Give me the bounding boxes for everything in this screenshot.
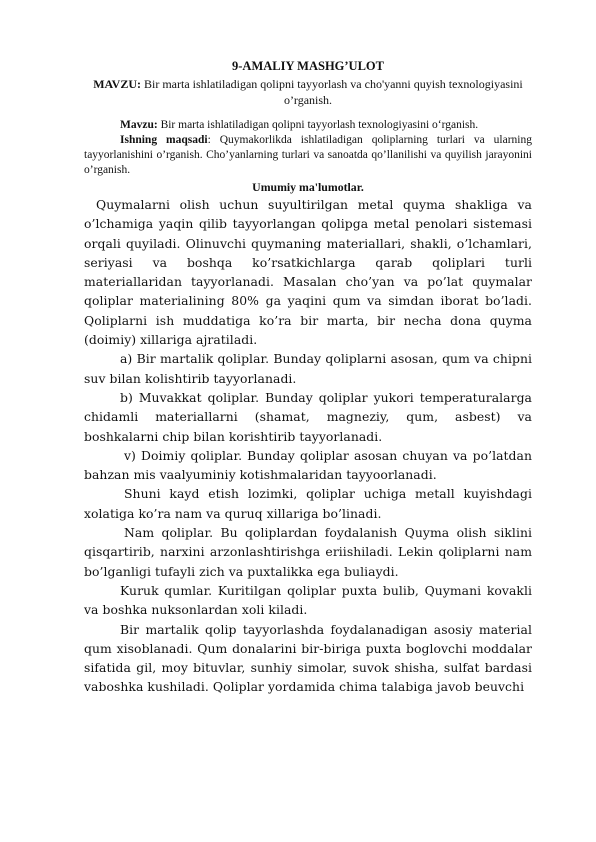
goal-text: : Quymakorlikda ishlatiladigan qoliplarning turlari va ularning tayyorlanishini o’rganish. Cho’yanlarning turlari va sanoatda qo’llanilishi va quyilish jarayonini o’rganish.	[84, 134, 532, 176]
mavzu-label: Mavzu:	[120, 119, 158, 131]
mavzu-paragraph	[84, 118, 532, 133]
body-paragraph: Shuni kayd etish lozimki, qoliplar uchiga metall kuyishdagi xolatiga ko’ra nam va quruq xillariga bo’linadi.	[84, 486, 532, 521]
document-page	[84, 58, 532, 697]
topic-label: MAVZU:	[93, 77, 141, 91]
body-paragraph: Nam qoliplar. Bu qoliplardan foydalanish Quyma olish siklini qisqartirib, narxini arzonlashtirishga eriishiladi. Lekin qoliplarni nam bo’lganligi tufayli zich va puxtalikka ega buliaydi.	[84, 525, 532, 579]
body-paragraph: Quymalarni olish uchun suyultirilgan metal quyma shakliga va o’lchamiga yaqin qilib tayyorlangan qolipga metal penolari sistemasi orqali quyiladi. Olinuvchi quymaning materiallari, shakli, o’lchamlari, seriyasi va boshqa ko’rsatkichlarga qarab qoliplari turli materiallaridan tayyorlanadi. Masalan cho’yan va po’lat quymalar qoliplar materialining 80% ga yaqini qum va simdan iborat bo’ladi. Qoliplarni ish muddatiga ko’ra bir marta, bir necha dona quyma (doimiy) xillariga ajratiladi.	[84, 197, 532, 348]
topic-line	[84, 76, 532, 108]
mavzu-text: Bir marta ishlatiladigan qolipni tayyorlash texnologiyasini o‘rganish.	[160, 119, 479, 131]
goal-label: Ishning maqsadi	[120, 134, 208, 146]
body-paragraph: v) Doimiy qoliplar. Bunday qoliplar asosan chuyan va po’latdan bahzan mis vaalyuminiy kotishmalaridan tayyoorlanadi.	[84, 447, 532, 483]
body-paragraph: Kuruk qumlar. Kuritilgan qoliplar puxta bulib, Quymani kovakli va boshka nuksonlardan xoli kiladi.	[84, 582, 532, 618]
body-paragraph: b) Muvakkat qoliplar. Bunday qoliplar yukori temperaturalarga chidamli materiallarni (shamat, magneziy, qum, asbest) va boshkalarni chip bilan korishtirib tayyorlanadi.	[84, 389, 532, 444]
general-info-heading: Umumiy ma'lumotlar.	[252, 180, 364, 194]
topic-text: Bir marta ishlatiladigan qolipni tayyorlash va cho'yanni quyish texnologiyasini o’rganish.	[144, 77, 523, 107]
body-paragraph: Bir martalik qolip tayyorlashda foydalanadigan asosiy material qum xisoblanadi. Qum donalarini bir-biriga puxta boglovchi moddalar sifatida gil, moy bituvlar, sunhiy simolar, suvok shisha, sulfat bardasi vaboshka kushiladi. Qoliplar yordamida chima talabiga javob beuvchi	[84, 621, 532, 695]
document-title: 9-AMALIY MASHG’ULOT	[232, 59, 384, 73]
goal-paragraph	[84, 133, 532, 178]
body-paragraph: a) Bir martalik qoliplar. Bunday qoliplarni asosan, qum va chipni suv bilan kolishtirib tayyorlanadi.	[84, 351, 532, 386]
